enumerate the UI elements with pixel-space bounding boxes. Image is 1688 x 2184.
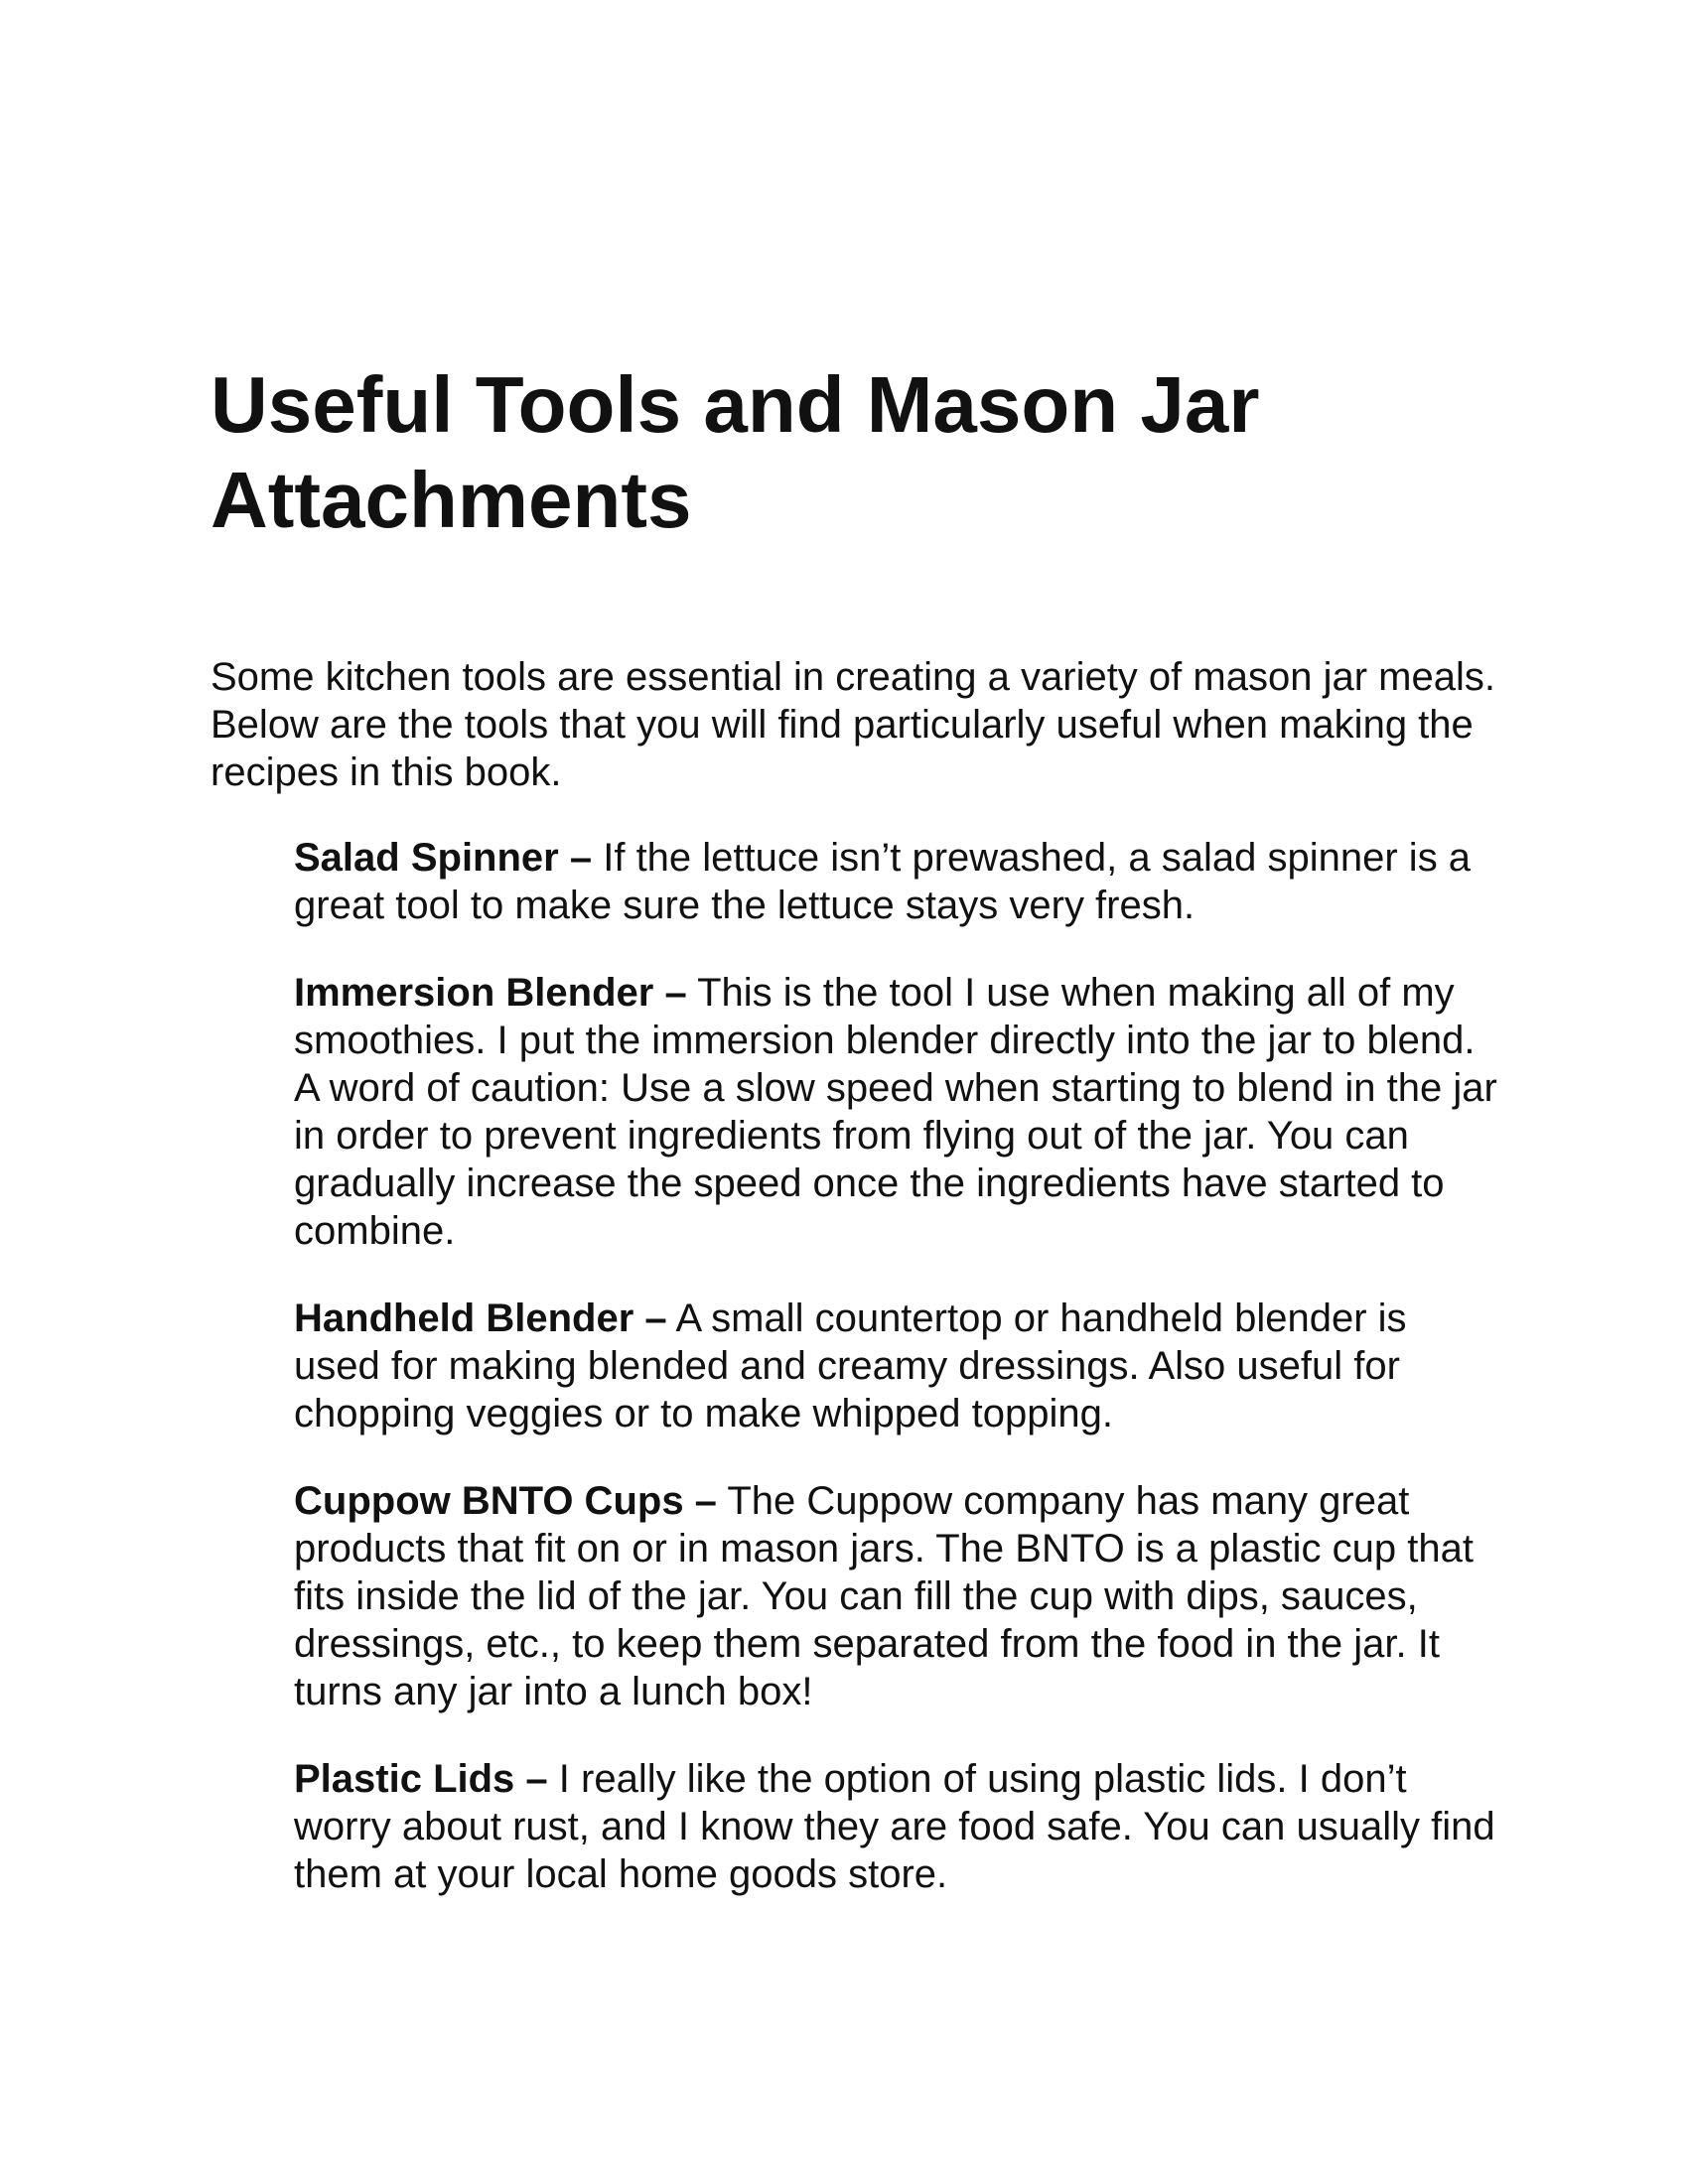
tool-description: I really like the option of using plastic lids. I don’t worry about rust, and I know they are food safe. You can usually find them at your local home goods store. <box>294 1757 1495 1896</box>
tool-item-cuppow-bnto-cups <box>294 1477 1501 1715</box>
tool-description: The Cuppow company has many great products that fit on or in mason jars. The BNTO is a plastic cup that fits inside the lid of the jar. You can fill the cup with dips, sauces, dressings, etc., to keep them separated from the food in the jar. It turns any jar into a lunch box! <box>294 1479 1474 1713</box>
tool-item-immersion-blender <box>294 969 1501 1255</box>
intro-paragraph: Some kitchen tools are essential in creating a variety of mason jar meals. Below are the tools that you will find particularly useful when making the recipes in this book. <box>211 655 1495 794</box>
tool-name: Salad Spinner – <box>294 836 593 880</box>
tool-item-plastic-lids <box>294 1755 1501 1898</box>
tool-description: If the lettuce isn’t prewashed, a salad spinner is a great tool to make sure the lettuce stays very fresh. <box>294 836 1472 927</box>
document-page <box>211 357 1501 1898</box>
tool-name: Immersion Blender – <box>294 971 687 1015</box>
tool-name: Cuppow BNTO Cups – <box>294 1479 717 1523</box>
tool-item-salad-spinner <box>294 834 1501 929</box>
tool-name: Plastic Lids – <box>294 1757 548 1801</box>
tool-item-handheld-blender <box>294 1295 1501 1437</box>
tool-list <box>294 834 1501 1898</box>
tool-description: A small countertop or handheld blender is used for making blended and creamy dressings. Also useful for chopping veggies or to make whipped topping. <box>294 1297 1407 1435</box>
tool-description: This is the tool I use when making all of my smoothies. I put the immersion blender directly into the jar to blend. A word of caution: Use a slow speed when starting to blend in the jar in order to prevent ingredients from flying out of the jar. You can gradually increase the speed once the ingredients have started to combine. <box>294 971 1497 1253</box>
tool-name: Handheld Blender – <box>294 1297 667 1340</box>
page-title: Useful Tools and Mason Jar Attachments <box>211 360 1260 544</box>
